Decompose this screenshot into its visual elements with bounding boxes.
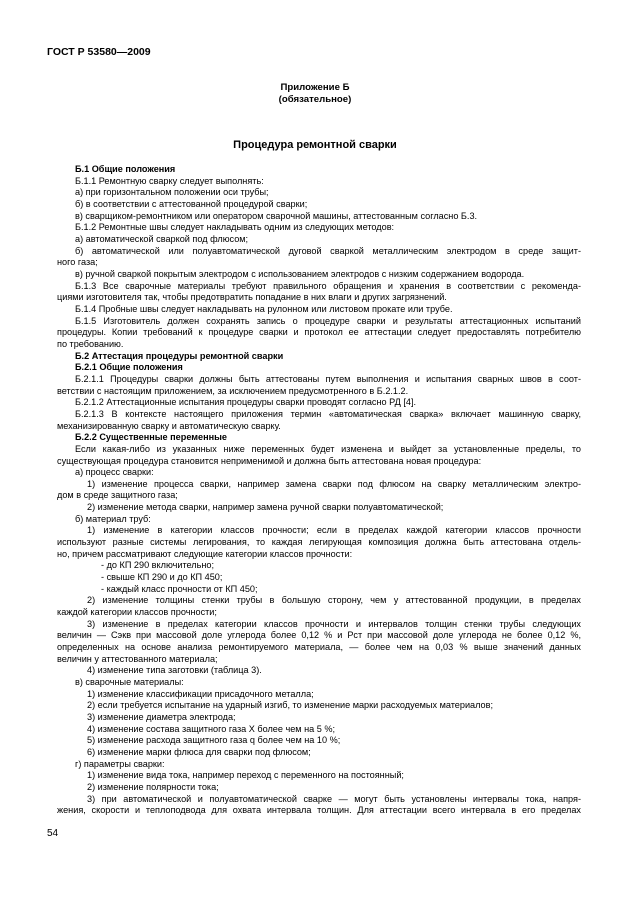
text-line: 1) изменение вида тока, например переход с переменного на постоянный; bbox=[87, 770, 404, 781]
section-title: Процедура ремонтной сварки bbox=[233, 139, 397, 151]
appendix-title: Приложение Б bbox=[280, 82, 350, 93]
text-line: 1) изменение процесса сварки, например замена сварки под флюсом на сварку металлическим электро- bbox=[87, 478, 581, 489]
section-heading: Б.1 Общие положения bbox=[75, 164, 176, 174]
text-line: в) сварщиком-ремонтником или оператором сварочной машины, аттестованным согласно Б.3. bbox=[75, 210, 478, 221]
text-line: Б.2.1.3 В контексте настоящего приложения термин «автоматическая сварка» включает машинную сварку, bbox=[75, 408, 581, 419]
text-line: Б.1.5 Изготовитель должен сохранять запись о процедуре сварки и результаты аттестационных испытаний bbox=[75, 315, 581, 326]
text-line: величин — Cэкв при массовой доле углерода более 0,12 % и Pст при массовой доле углерода не более 0,12 %, bbox=[57, 630, 581, 641]
text-line: г) параметры сварки: bbox=[75, 758, 165, 769]
text-line: - каждый класс прочности от КП 450; bbox=[101, 583, 258, 594]
appendix-status: (обязательное) bbox=[278, 94, 352, 105]
text-line: 2) изменение толщины стенки трубы в большую сторону, чем у аттестованной продукции, в пределах bbox=[87, 595, 581, 606]
text-line: механизированную сварку и автоматическую сварку. bbox=[57, 420, 281, 431]
text-line: Б.2.1.2 Аттестационные испытания процедуры сварки проводят согласно РД [4]. bbox=[75, 397, 417, 408]
text-line: а) процесс сварки: bbox=[75, 467, 154, 478]
text-line: ного газа; bbox=[57, 257, 98, 268]
page-number: 54 bbox=[47, 828, 59, 839]
text-line: 6) изменение марки флюса для сварки под флюсом; bbox=[87, 747, 311, 757]
text-line: величин у аттестованного материала; bbox=[57, 653, 218, 664]
text-line: б) в соответствии с аттестованной процедурой сварки; bbox=[75, 198, 308, 209]
text-line: 3) изменение в пределах категории классов прочности и интервалов толщин стенки трубы следующих bbox=[87, 618, 581, 629]
text-line: Б.1.2 Ремонтные швы следует накладывать одним из следующих методов: bbox=[75, 222, 395, 233]
text-line: процедуры. Копии требований к процедуре сварки и протокол ее аттестации следует предоставлять потребителю bbox=[57, 327, 581, 338]
text-line: в) ручной сваркой покрытым электродом с использованием электродов с низким содержанием водорода. bbox=[75, 268, 525, 279]
text-line: 1) изменение классификации присадочного металла; bbox=[87, 688, 314, 699]
text-line: Б.1.4 Пробные швы следует накладывать на рулонном или листовом прокате или трубе. bbox=[75, 303, 453, 314]
text-line: а) при горизонтальном положении оси трубы; bbox=[75, 187, 269, 198]
text-line: циями изготовителя так, чтобы предотвратить попадание в них влаги и других загрязнений. bbox=[57, 292, 447, 303]
text-line: 2) если требуется испытание на ударный изгиб, то изменение марки расходуемых материалов; bbox=[87, 700, 494, 711]
text-line: а) автоматической сваркой под флюсом; bbox=[75, 233, 249, 244]
text-line: - до КП 290 включительно; bbox=[101, 560, 215, 571]
text-line: 2) изменение метода сварки, например замена ручной сварки полуавтоматической; bbox=[87, 502, 444, 513]
text-line: по требованию. bbox=[57, 338, 124, 349]
text-line: 2) изменение полярности тока; bbox=[87, 781, 219, 792]
text-line: 4) изменение типа заготовки (таблица 3). bbox=[87, 665, 262, 676]
text-line: 5) изменение расхода защитного газа q более чем на 10 %; bbox=[87, 735, 341, 746]
text-line: но, причем рассматривают следующие категории классов прочности: bbox=[57, 548, 353, 559]
section-heading: Б.2.2 Существенные переменные bbox=[75, 432, 227, 443]
text-line: каждой категории классов прочности; bbox=[57, 607, 217, 618]
text-line: 1) изменение в категории классов прочности; если в пределах каждой категории классов прочности bbox=[87, 525, 581, 536]
text-line: определенных на основе анализа ремонтируемого материала, — более чем на 0,03 % выше значений данных bbox=[57, 642, 581, 653]
text-line: 3) при автоматической и полуавтоматической сварке — могут быть установлены интервалы тока, напря- bbox=[87, 793, 581, 804]
text-line: б) автоматической или полуавтоматической дуговой сваркой металлическим электродом в среде защит- bbox=[75, 245, 581, 256]
text-line: Б.1.3 Все сварочные материалы требуют правильного обращения и хранения в соответствии с рекоменда- bbox=[75, 280, 581, 291]
text-line: Если какая-либо из указанных ниже переменных будет изменена и выйдет за установленные пределы, то bbox=[75, 443, 581, 454]
text-line: 3) изменение диаметра электрода; bbox=[87, 712, 236, 723]
text-line: ветствии с настоящим приложением, за исключением предусмотренного в Б.2.1.2. bbox=[57, 385, 409, 396]
text-line: б) материал труб: bbox=[75, 513, 151, 524]
text-line: Б.2.1.1 Процедуры сварки должны быть аттестованы путем выполнения и испытания сварных швов в соот- bbox=[75, 373, 581, 384]
section-heading: Б.2.1 Общие положения bbox=[75, 362, 183, 373]
text-line: жения, скорости и теплоподвода для охвата интервала толщин. Для аттестации всего интервала в его пределах bbox=[57, 805, 581, 816]
text-line: - свыше КП 290 и до КП 450; bbox=[101, 572, 223, 583]
text-line: 4) изменение состава защитного газа X более чем на 5 %; bbox=[87, 723, 336, 734]
text-line: Б.1.1 Ремонтную сварку следует выполнять: bbox=[75, 175, 264, 186]
text-line: существующая процедура становится неприменимой и должна быть аттестована новая процедура: bbox=[57, 455, 482, 466]
document-code: ГОСТ Р 53580—2009 bbox=[47, 46, 151, 58]
section-heading: Б.2 Аттестация процедуры ремонтной сварки bbox=[75, 350, 284, 361]
text-line: дом в среде защитного газа; bbox=[57, 490, 178, 501]
text-line: используют разные системы легирования, то каждая легирующая композиция должна быть аттестована отдель- bbox=[57, 537, 581, 548]
text-line: в) сварочные материалы: bbox=[75, 677, 184, 688]
